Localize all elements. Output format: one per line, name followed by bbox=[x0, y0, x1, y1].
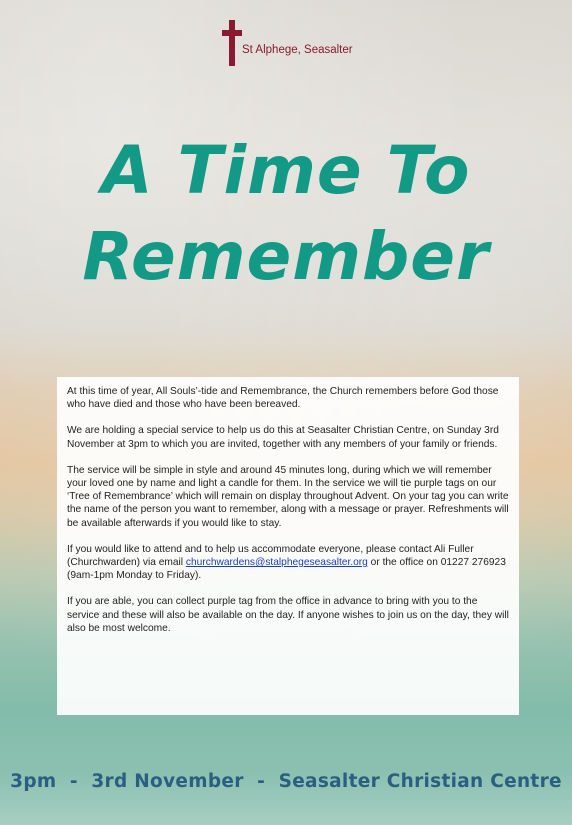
church-logo bbox=[222, 20, 362, 64]
details-paragraph: The service will be simple in style and around 45 minutes long, during which we will remember your loved one by name and light a candle for them. In the service we will tie purple tags on our ‘Tree of Remembrance’ which will remain on display throughout Advent. On your tag you can write the name of the person you want to remember, along with a message or prayer. Refreshments will be available afterwards if you would like to stay. bbox=[67, 464, 509, 529]
service-paragraph: We are holding a special service to help us do this at Seasalter Christian Centre, on Sunday 3rd November at 3pm to which you are invited, together with any members of your family or friends. bbox=[67, 425, 499, 450]
church-name: St Alphege, Seasalter bbox=[242, 44, 353, 56]
title-line-1: A Time To bbox=[101, 132, 471, 209]
contact-text-after: or the office on 01227 276923 (9am-1pm Monday to Friday). bbox=[67, 557, 506, 582]
tags-paragraph: If you are able, you can collect purple tag from the office in advance to bring with you to the service and these will also be available on the day. If anyone wishes to join us on the day, they will also be most welcome. bbox=[67, 596, 509, 634]
event-footer: 3pm - 3rd November - Seasalter Christian Centre bbox=[10, 771, 562, 792]
cross-icon bbox=[222, 20, 242, 66]
email-link[interactable]: churchwardens@stalphegeseasalter.org bbox=[185, 557, 368, 569]
contact-text-before: If you would like to attend and to help us accommodate everyone, please contact Ali Fuller (Churchwarden) via email bbox=[67, 543, 474, 569]
intro-paragraph: At this time of year, All Souls’-tide and Remembrance, the Church remembers before God those who have died and those who have been bereaved. bbox=[67, 386, 499, 411]
title-line-2: Remember bbox=[82, 218, 490, 295]
contact-paragraph bbox=[67, 543, 509, 583]
info-card bbox=[57, 377, 519, 715]
